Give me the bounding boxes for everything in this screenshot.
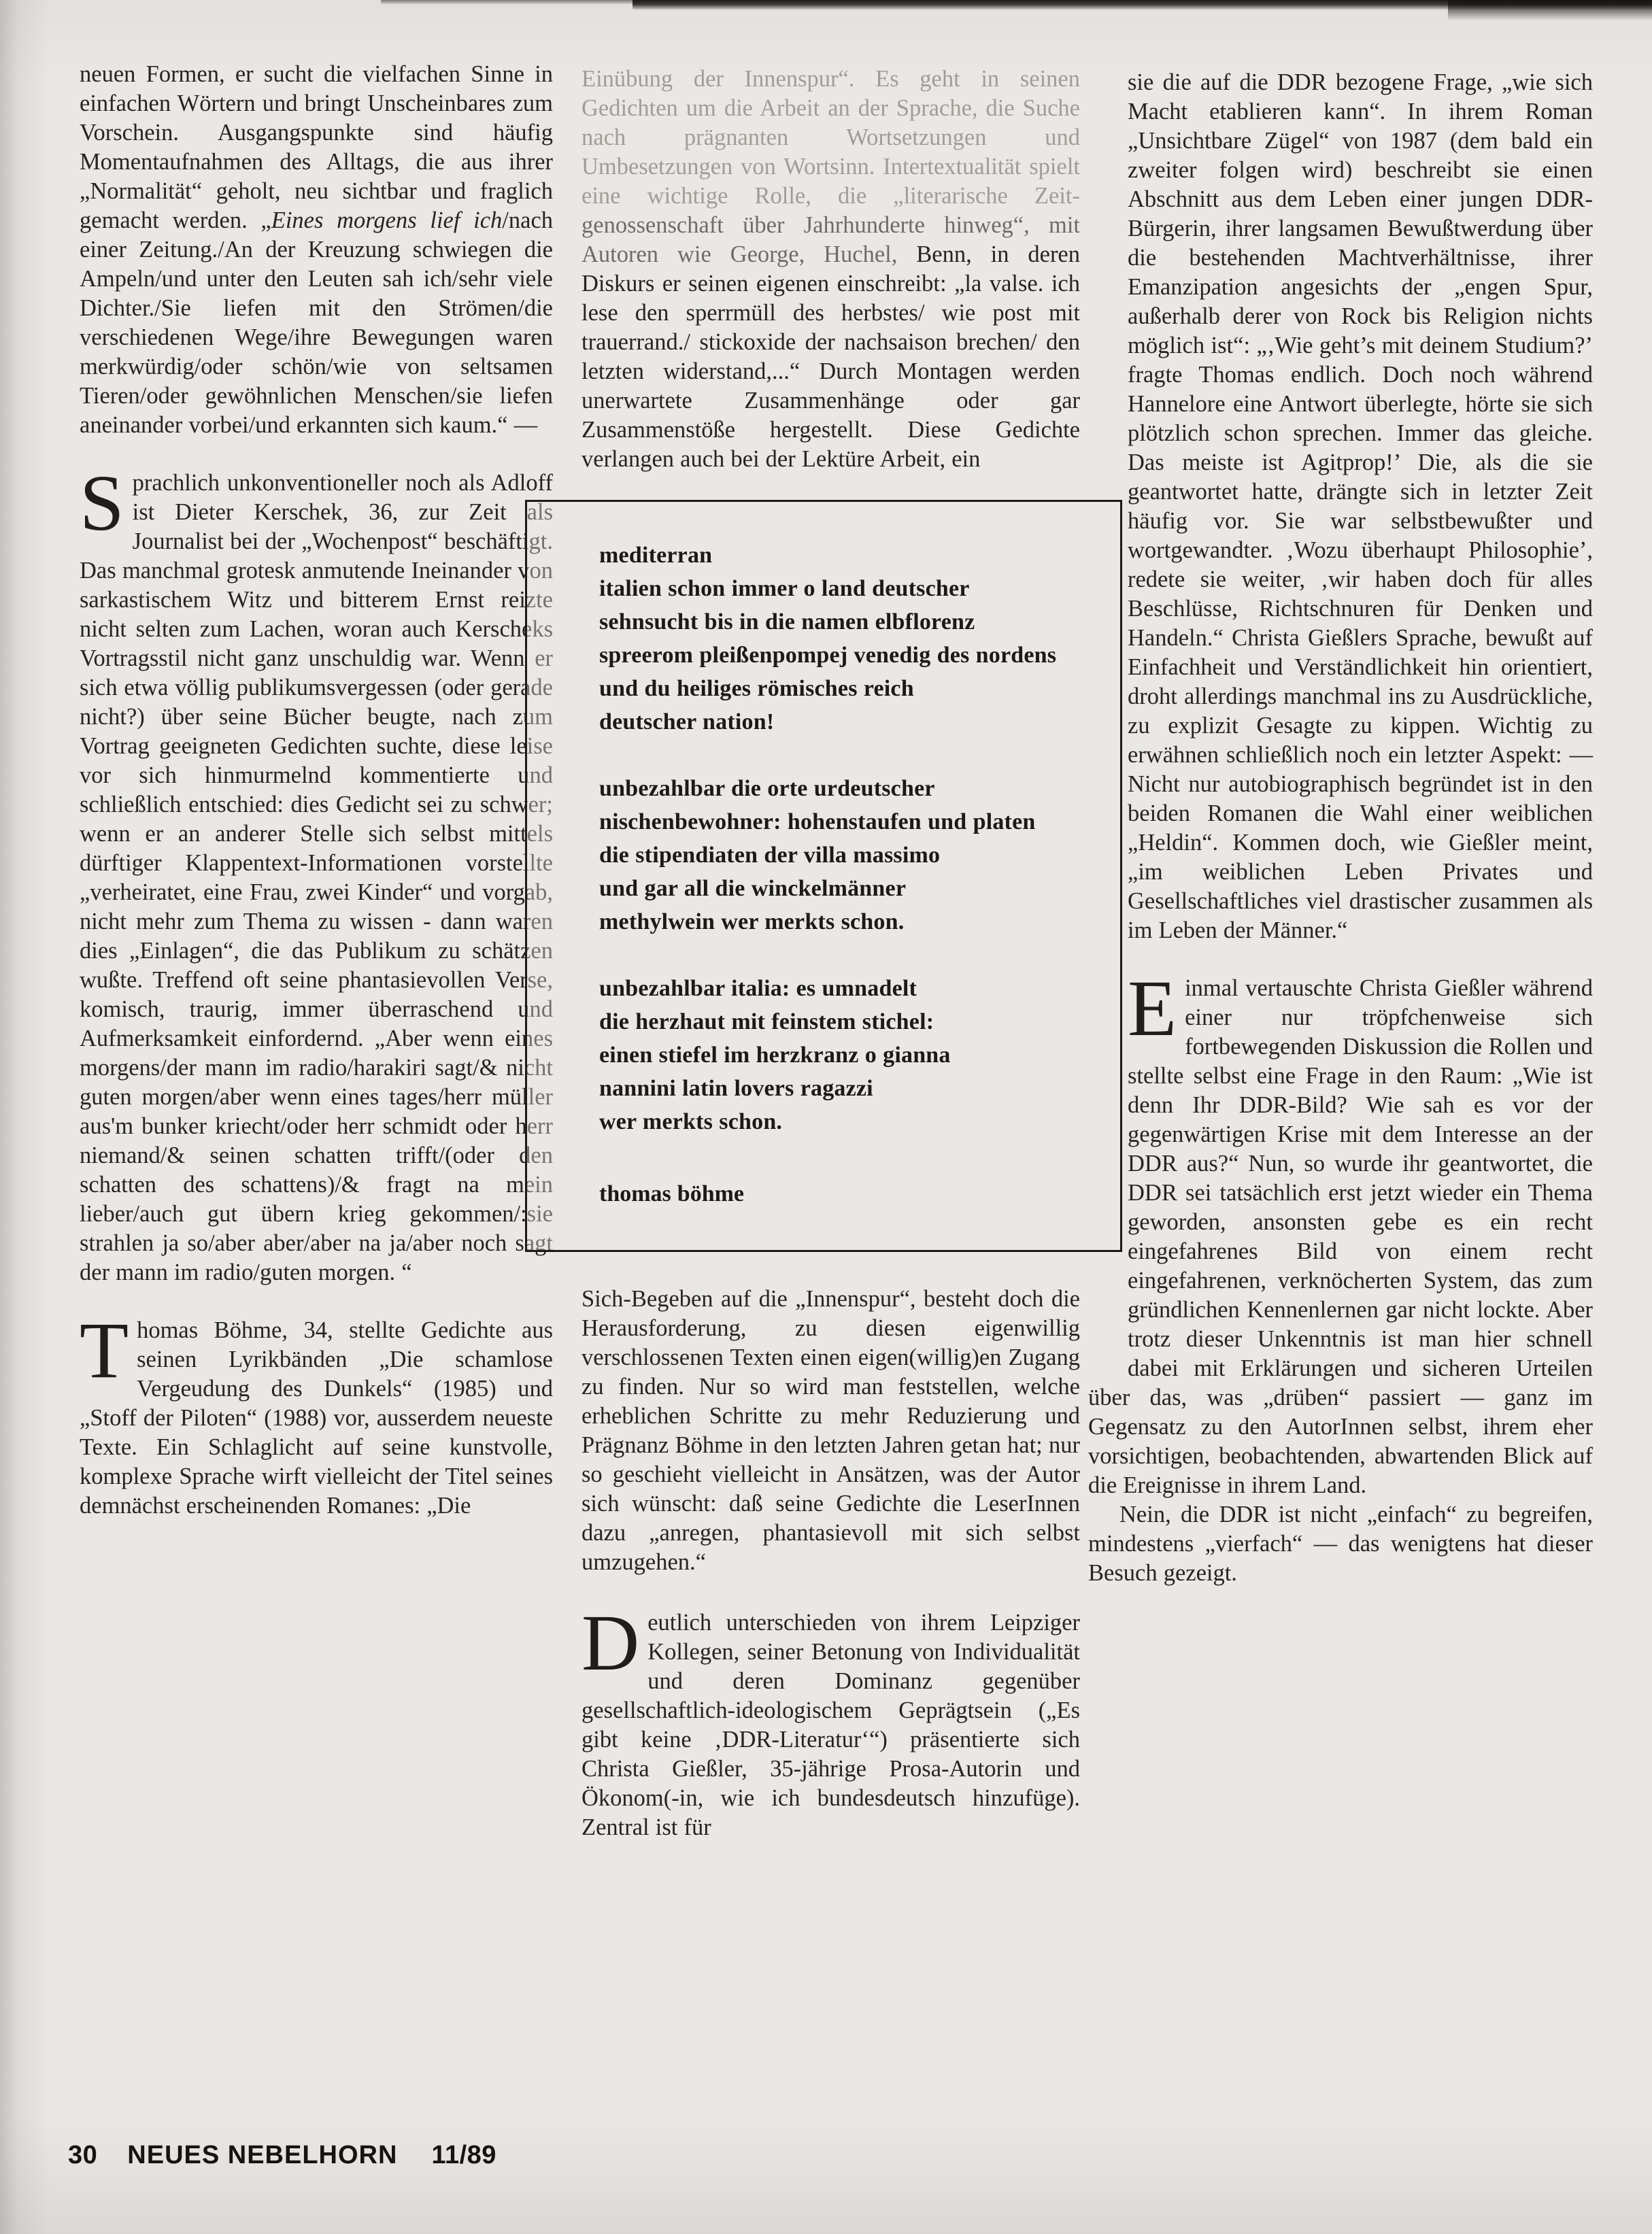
- body-text: /nach einer Zeitung./An der Kreuzung schwiegen die Ampeln/und unter den Leuten sah ich/sehr viele Dichter./Sie liefen mit den Strömen/die verschiedenen Wege/ihre Bewegungen waren merkwürdig/oder schön/wie von seltsamen Tieren/oder gewöhnlichen Menschen/sie liefen aneinander vorbei/und erkannten sich kaum.“ —: [80, 207, 554, 438]
- faded-text: genossenschaft über Jahrhunderte hinweg“, mit Autoren wie George, Huchel,: [581, 212, 1080, 267]
- column-middle: [581, 65, 1080, 1842]
- page-number: 30: [68, 2141, 98, 2169]
- column-right: [1088, 68, 1593, 1588]
- issue-number: 11/89: [431, 2141, 496, 2169]
- paragraph: [1088, 68, 1593, 945]
- body-text: neuen Formen, er sucht die vielfachen Sinne in einfachen Wörtern und bringt Unscheinbares zum Vorschein. Ausgangspunkte sind häufig Momentaufnahmen des Alltags, die aus ihrer „Normalität“ geholt, neu sichtbar und fraglich gemacht werden. „: [80, 61, 553, 233]
- body-text: homas Böhme, 34, stellte Gedichte aus seinen Lyrikbänden „Die schamlose Vergeudung des Dunkels“ (1985) und „Stoff der Piloten“ (1988) vor, ausserdem neueste Texte. Ein Schlaglicht auf seine kunstvolle, komplexe Sprache wirft vielleicht der Titel seines demnächst erscheinenden Romanes: „Die: [80, 1317, 553, 1519]
- poem-line: nannini latin lovers ragazzi: [599, 1076, 873, 1101]
- poem-line: die herzhaut mit feinstem stichel:: [599, 1009, 934, 1034]
- poem-box: [525, 500, 1122, 1252]
- dropcap-d: D: [581, 1598, 640, 1687]
- paragraph: [581, 1598, 1080, 1842]
- column-left: [80, 60, 553, 1521]
- paragraph: [80, 60, 553, 440]
- poem-line: wer merkts schon.: [599, 1109, 783, 1134]
- poem-line: mediterran: [599, 543, 713, 568]
- dropcap-s: S: [80, 458, 124, 547]
- poem-line: und gar all die winckelmänner: [599, 876, 907, 901]
- poem-line: italien schon immer o land deutscher: [599, 576, 970, 601]
- poem-line: spreerom pleißenpompej venedig des nordens: [599, 643, 1057, 668]
- paragraph: [581, 1285, 1080, 1577]
- magazine-title: NEUES NEBELHORN: [127, 2141, 398, 2169]
- scan-artifact-top-left: [381, 0, 639, 5]
- paragraph-faded: [581, 65, 1080, 474]
- footer: [68, 2141, 496, 2170]
- poem-stanza: [599, 972, 1093, 1138]
- body-text: Sich-Begeben auf die „Innenspur“, besteht doch die Herausforderung, zu diesen eigenwillig verschlossenen Texten einen eigen(willig)en Zugang zu finden. Nur so wird man feststellen, welche erheblichen Schritte zu mehr Reduzierung und Prägnanz Böhme in den letzten Jahren getan hat; nur so geschieht vielleicht in Ansätzen, was der Autor sich wünscht: daß seine Gedichte die LeserInnen dazu „anregen, phantasievoll mit sich selbst umzugehen.“: [581, 1286, 1080, 1575]
- poem-line: die stipendiaten der villa massimo: [599, 843, 941, 868]
- poem-stanza: [599, 772, 1093, 938]
- poem-line: und du heiliges römisches reich: [599, 676, 914, 701]
- poem-line: einen stiefel im herzkranz o gianna: [599, 1043, 951, 1068]
- poem-line: methylwein wer merkts schon.: [599, 909, 905, 934]
- poem-line: unbezahlbar italia: es umnadelt: [599, 976, 917, 1001]
- dropcap-t: T: [80, 1306, 129, 1395]
- body-text: Nein, die DDR ist nicht „einfach“ zu begreifen, mindestens „vierfach“ — das wenigtens hat dieser Besuch gezeigt.: [1088, 1502, 1593, 1586]
- body-text: eutlich unterschieden von ihrem Leipziger Kollegen, seiner Betonung von Individualität und deren Dominanz gegenüber gesellschaftlich-ideologischem Geprägtsein („Es gibt keine ‚DDR-Literatur‘“) präsentierte sich Christa Gießler, 35-jährige Prosa-Autorin und Ökonom(-in, wie ich bundesdeutsch hinzufüge). Zentral ist für: [581, 1610, 1080, 1840]
- poem-author: thomas böhme: [599, 1181, 745, 1206]
- poem-stanza: [599, 539, 1093, 739]
- poem-line: unbezahlbar die orte urdeutscher: [599, 776, 935, 801]
- scan-artifact-top-right: [1448, 0, 1652, 20]
- body-text: inmal vertauschte Christa Gießler während einer nur tröpfchenweise sich fortbewegenden Diskussion die Rollen und stellte selbst eine Frage in den Raum: „Wie ist denn Ihr DDR-Bild? Wie sah es vor der gegenwärtigen Krise mit dem Interesse an der DDR aus?“ Nun, so wurde ihr geantwortet, die DDR sei tatsächlich erst jetzt wieder ein Thema geworden, ansonsten gebe es ein recht eingefahrenes Bild von einem recht eingefahrenen, verknöcherten System, das zum gründlichen Kennenlernen gar nicht lockte. Aber trotz dieser Unkenntnis ist man hier schnell dabei mit Erklärungen und sicheren Urteilen über das, was „drüben“ passiert — ganz im Gegensatz zu den AutorInnen selbst, ihrem eher vorsichtigen, beobachtenden, abwartenden Blick auf die Ereignisse in ihrem Land.: [1088, 975, 1593, 1498]
- scan-artifact-top: [633, 0, 1652, 10]
- paragraph: [80, 1306, 553, 1521]
- poem-line: nischenbewohner: hohenstaufen und platen: [599, 809, 1036, 834]
- body-text: prachlich unkonventioneller noch als Adloff ist Dieter Kerschek, 36, zur Zeit als Journalist bei der „Wochenpost“ beschäftigt. Das manchmal grotesk anmutende Ineinander von sarkastischem Witz und bitterem Ernst reizte nicht selten zum Lachen, woran auch Kerscheks Vortragsstil nicht ganz unschuldig war. Wenn er sich etwa völlig publikumsvergessen (oder gerade nicht?) über seine Bücher beugte, nach zum Vortrag geeigneten Gedichten suchte, diese leise vor sich hinmurmelnd kommentierte und schließlich entschied: dies Gedicht sei zu schwer; wenn er an anderer Stelle sich selbst mittels dürftiger Klappentext-Informationen vorstellte „verheiratet, eine Frau, zwei Kinder“ und vorgab, nicht mehr zum Thema zu wissen - dann waren dies „Einlagen“, die das Publikum zu schätzen wußte. Treffend oft seine phantasievollen Verse, komisch, traurig, immer überraschend und Aufmerksamkeit einfordernd. „Aber wenn eines morgens/der mann im radio/harakiri sagt/& nicht guten morgen/aber wenn eines tages/herr müller aus'm bunker kriecht/oder herr schmidt oder herr niemand/& seinen schatten trifft/(oder den schatten des schattens)/& fragt na mein lieber/auch gut übern krieg gekommen/:sie strahlen ja so/aber aber/aber na ja/aber noch sagt der mann im radio/guten morgen. “: [80, 470, 553, 1285]
- paragraph: [80, 458, 553, 1287]
- paragraph: [1088, 964, 1593, 1500]
- body-text: sie die auf die DDR bezogene Frage, „wie sich Macht etablieren kann“. In ihrem Roman „Unsichtbare Zügel“ von 1987 (dem bald ein zweiter folgen wird) beschreibt sie einen Abschnitt aus dem Leben einer jungen DDR-Bürgerin, ihrer langsamen Bewußtwerdung über die bestehenden Machtverhältnisse, ihrer Emanzipation angesichts der „engen Spur, außerhalb derer von Rock bis Religion nichts möglich ist“: „‚Wie geht’s mit deinem Studium?’ fragte Thomas endlich. Doch noch während Hannelore eine Antwort überlegte, hörte sie sich plötzlich schon sprechen. Immer das gleiche. Das meiste ist Agitprop!’ Die, als die sie geantwortet hatte, drängte sich in letzter Zeit häufig vor. Sie war selbstbewußter und wortgewandter. ‚Wozu überhaupt Philosophie’, redete sie weiter, ‚wir haben doch für alles Beschlüsse, Richtschnuren für Denken und Handeln.“ Christa Gießlers Sprache, bewußt auf Einfachheit und Verständlichkeit hin orientiert, droht allerdings manchmal ins zu Ausdrückliche, zu explizit Gesagte zu kippen. Wichtig zu erwähnen schließlich noch ein letzter Aspekt: — Nicht nur autobiographisch begründet ist in den beiden Romanen die Wahl einer weiblichen „Heldin“. Kommen doch, wie Gießler meint, „im weiblichen Leben Privates und Gesellschaftliches viel drastischer zusammen als im Leben der Männer.“: [1128, 69, 1593, 943]
- poem-line: sehnsucht bis in die namen elbflorenz: [599, 609, 975, 634]
- body-text: Benn, in deren Diskurs er seinen eigenen einschreibt: „la valse. ich lese den sperrmüll des herbstes/ wie post mit trauerrand./ stickoxide der nachsaison brechen/ den letzten widerstand,...“ Durch Montagen werden unerwartete Zusammenhänge oder gar Zusammenstöße hergestellt. Diese Gedichte verlangen auch bei der Lektüre Arbeit, ein: [581, 241, 1080, 472]
- faded-text: Einübung der Innenspur“. Es geht in seinen Gedichten um die Arbeit an der Sprache, die Suche nach prägnanten Wortsetzungen und Umbesetzungen von Wortsinn. Intertextualität spielt eine wichtige Rolle, die „literarische Zeit-: [581, 66, 1080, 209]
- dropcap-e: E: [1128, 964, 1177, 1053]
- poem-line: deutscher nation!: [599, 709, 775, 734]
- italic-quote: Eines morgens lief ich: [271, 207, 503, 233]
- paragraph: [1088, 1500, 1593, 1588]
